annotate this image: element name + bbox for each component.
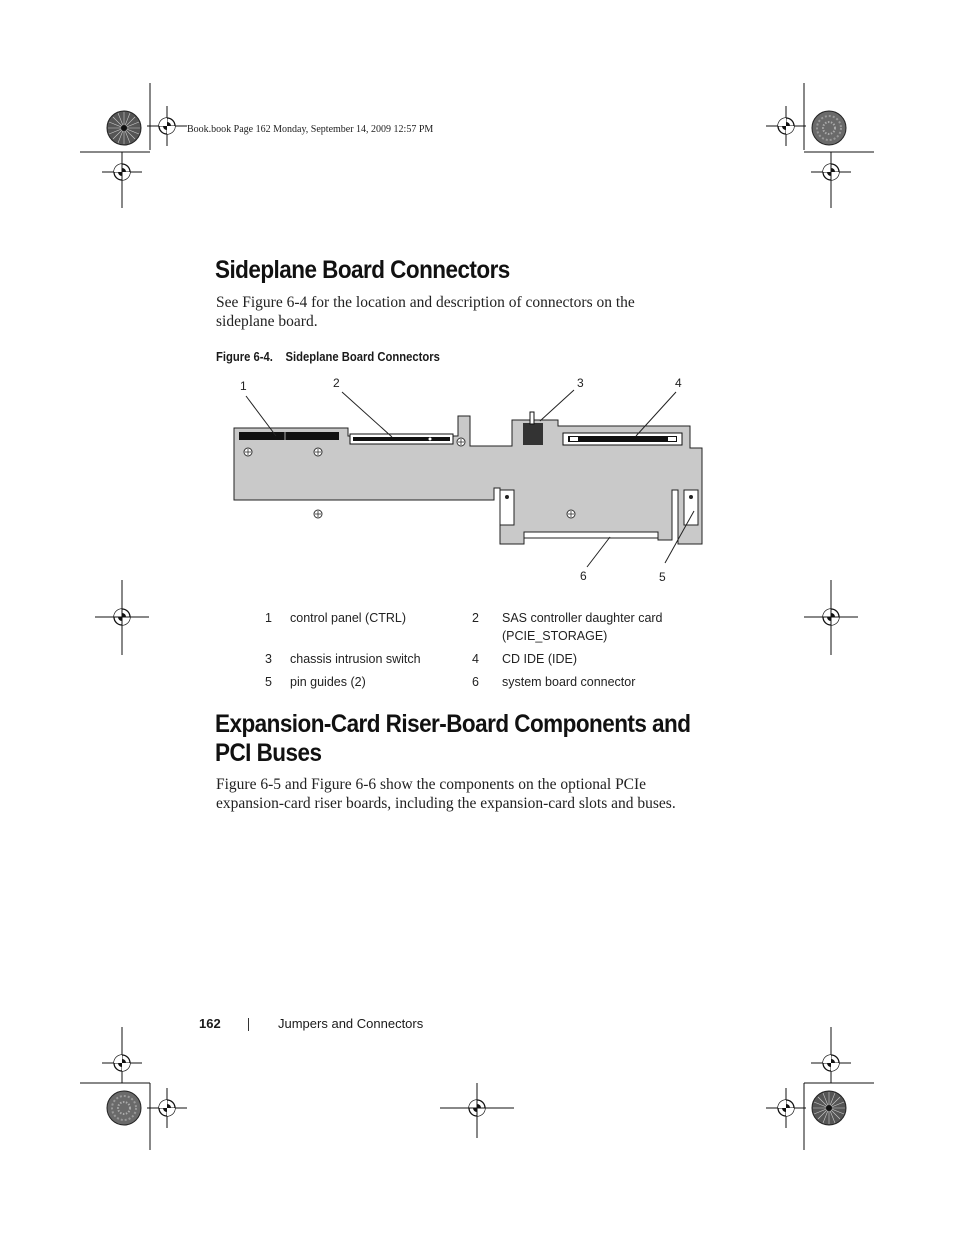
legend-text: SAS controller daughter card — [502, 611, 663, 625]
legend-number: 4 — [472, 652, 479, 666]
figure-label: Figure 6-4. — [216, 350, 273, 364]
legend-number: 3 — [265, 652, 272, 666]
section-title-line: Expansion-Card Riser-Board Components and — [215, 710, 691, 738]
legend-number: 1 — [265, 611, 272, 625]
section-title — [215, 710, 690, 768]
callout-1: 1 — [240, 379, 247, 393]
legend-text: pin guides (2) — [290, 675, 366, 689]
callout-2: 2 — [333, 376, 340, 390]
system-board-connector — [524, 532, 658, 538]
section-title: Sideplane Board Connectors — [215, 256, 510, 284]
legend-text: control panel (CTRL) — [290, 611, 407, 625]
callout-6: 6 — [580, 569, 587, 583]
figure-title: Sideplane Board Connectors — [285, 350, 440, 364]
legend-text: system board connector — [502, 675, 636, 689]
page-number: 162 — [199, 1016, 221, 1031]
intro-paragraph: See Figure 6-4 for the location and description of connectors on the sideplane board. — [216, 294, 635, 330]
print-header: Book.book Page 162 Monday, September 14, 2009 12:57 PM — [187, 124, 434, 135]
sideplane-board-figure — [0, 0, 954, 600]
legend-number: 6 — [472, 675, 479, 689]
legend-text: CD IDE (IDE) — [502, 652, 577, 666]
callout-3: 3 — [577, 376, 584, 390]
callout-5: 5 — [659, 570, 666, 584]
legend-text: chassis intrusion switch — [290, 652, 421, 666]
section-title-line: PCI Buses — [215, 739, 322, 767]
ctrl-connector — [239, 432, 339, 440]
footer-separator — [248, 1018, 249, 1031]
legend-number: 5 — [265, 675, 272, 689]
legend-number: 2 — [472, 611, 479, 625]
intrusion-switch — [523, 423, 543, 445]
callout-4: 4 — [675, 376, 682, 390]
legend-text-cont: (PCIE_STORAGE) — [502, 629, 608, 643]
footer-section-title: Jumpers and Connectors — [278, 1016, 424, 1031]
body-paragraph: Figure 6-5 and Figure 6-6 show the components on the optional PCIe expansion-card riser boards, including the expansion-card slots and buses. — [216, 776, 676, 812]
